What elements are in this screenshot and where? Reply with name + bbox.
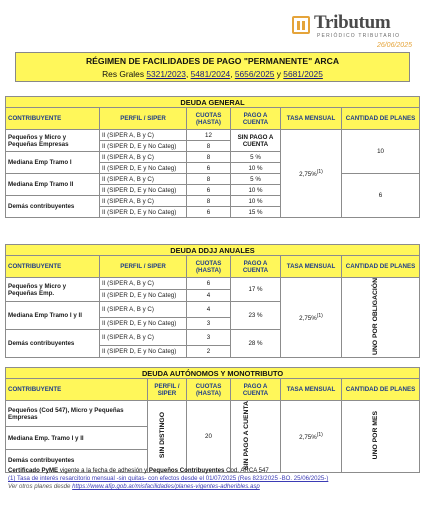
perfil-cell: II (SIPER D, E y No Categ)	[100, 141, 187, 152]
perfil-cell: II (SIPER A, B y C)	[100, 330, 187, 346]
perfil-cell: II (SIPER A, B y C)	[100, 196, 187, 207]
perfil-cell: II (SIPER D, E y No Categ)	[100, 185, 187, 196]
perfil-cell: II (SIPER D, E y No Categ)	[100, 346, 187, 358]
header-pago: PAGO A CUENTA	[231, 379, 281, 401]
tasa-cell: 2,75%$^{(1)}$	[281, 401, 342, 473]
perfil-cell: II (SIPER A, B y C)	[100, 130, 187, 141]
header-pago: PAGO A CUENTA	[231, 108, 281, 130]
perfil-cell: II (SIPER A, B y C)	[100, 152, 187, 163]
pago-cell: 5 %	[231, 152, 281, 163]
header-tasa: TASA MENSUAL	[281, 379, 342, 401]
pago-cell: SIN PAGO A CUENTA	[231, 130, 281, 152]
deuda-general-table	[5, 96, 420, 218]
contribuyente-cell: Mediana Emp Tramo II	[6, 174, 100, 196]
header-cuotas: CUOTAS (HASTA)	[187, 379, 231, 401]
header-planes: CANTIDAD DE PLANES	[342, 256, 420, 278]
header-tasa: TASA MENSUAL	[281, 256, 342, 278]
contribuyente-cell: Pequeños y Micro y Pequeñas Empresas	[6, 130, 100, 152]
table-row	[6, 130, 420, 141]
document-title	[15, 52, 410, 82]
cuotas-cell: 4	[187, 302, 231, 318]
header-contribuyente: CONTRIBUYENTE	[6, 108, 100, 130]
section-title: DEUDA DDJJ ANUALES	[6, 245, 420, 256]
perfil-cell	[148, 401, 187, 473]
section-title: DEUDA GENERAL	[6, 97, 420, 108]
cuotas-cell: 6	[187, 163, 231, 174]
deuda-autonomos-table	[5, 367, 420, 473]
planes-cell: 10	[342, 130, 420, 174]
header-pago: PAGO A CUENTA	[231, 256, 281, 278]
footer-other-plans: Ver otros planes desde https://www.afip.gob.ar/misfacilidades/planes-vigentes-adheribles.asp	[8, 483, 260, 491]
header-tasa: TASA MENSUAL	[281, 108, 342, 130]
pago-cell: 28 %	[231, 330, 281, 358]
section-title: DEUDA AUTÓNOMOS Y MONOTRIBUTO	[6, 368, 420, 379]
cuotas-cell: 8	[187, 174, 231, 185]
footnote-interest-link[interactable]: (1) Tasa de interés resarcitorio mensual -sin quitas- con efectos desde el 01/07/2025 (Res 823/2025 -BO. 25/06/2025-)	[8, 475, 329, 483]
cuotas-cell: 6	[187, 207, 231, 218]
brand-name: Tributum	[314, 12, 391, 33]
perfil-cell: II (SIPER A, B y C)	[100, 174, 187, 185]
tasa-cell: 2,75%$^{(1)}$	[281, 130, 342, 218]
footer-requirements: Certificado PyME vigente a la fecha de adhesión y Pequeños Contribuyentes Cod. ARCA 547	[8, 467, 269, 474]
header-cuotas: CUOTAS (HASTA)	[187, 256, 231, 278]
res-link-5481[interactable]: 5481/2024	[190, 69, 231, 79]
header-cuotas: CUOTAS (HASTA)	[187, 108, 231, 130]
planes-cell: 6	[342, 174, 420, 218]
publication-date: 26/06/2025	[376, 42, 412, 49]
header-perfil: PERFIL / SIPER	[148, 379, 187, 401]
pago-cell: 23 %	[231, 302, 281, 330]
planes-vertical-text: UNO POR MES	[371, 411, 379, 460]
perfil-cell: II (SIPER D, E y No Categ)	[100, 163, 187, 174]
contribuyente-cell: Pequeños (Cod 547), Micro y Pequeñas Empresas	[6, 401, 148, 427]
pago-cell: 17 %	[231, 278, 281, 302]
footnote-marker: (1)	[316, 168, 323, 175]
res-link-5656[interactable]: 5656/2025	[234, 69, 275, 79]
afip-plans-link[interactable]: https://www.afip.gob.ar/misfacilidades/planes-vigentes-adheribles.asp	[72, 483, 260, 491]
perfil-cell: II (SIPER A, B y C)	[100, 278, 187, 290]
footnote-marker: (1)	[316, 431, 323, 438]
brand-logo	[292, 10, 412, 50]
brand-tagline: PERIÓDICO TRIBUTARIO	[317, 33, 401, 39]
header-contribuyente: CONTRIBUYENTE	[6, 379, 148, 401]
contribuyente-cell: Mediana Emp. Tramo I y II	[6, 427, 148, 450]
table-row	[6, 401, 420, 427]
table-row	[6, 278, 420, 290]
deuda-ddjj-table	[5, 244, 420, 358]
resolutions-line: Res Grales 5321/2023, 5481/2024, 5656/2025 y 5681/2025	[102, 69, 323, 79]
cuotas-cell: 12	[187, 130, 231, 141]
pago-cell: 10 %	[231, 185, 281, 196]
cuotas-cell: 8	[187, 196, 231, 207]
pago-cell: 10 %	[231, 163, 281, 174]
contribuyente-cell: Demás contribuyentes	[6, 196, 100, 218]
res-link-5321[interactable]: 5321/2023	[146, 69, 186, 79]
contribuyente-cell: Demás contribuyentes	[6, 330, 100, 358]
logo-icon	[292, 16, 310, 34]
contribuyente-cell: Demás contribuyentes	[6, 450, 148, 473]
cuotas-cell: 6	[187, 185, 231, 196]
pago-cell: 10 %	[231, 196, 281, 207]
res-link-5681[interactable]: 5681/2025	[283, 69, 323, 79]
tasa-cell: 2,75%$^{(1)}$	[281, 278, 342, 358]
contribuyente-cell: Mediana Emp Tramo I	[6, 152, 100, 174]
cuotas-cell: 2	[187, 346, 231, 358]
header-planes: CANTIDAD DE PLANES	[342, 379, 420, 401]
planes-cell	[342, 278, 420, 358]
cuotas-cell: 8	[187, 152, 231, 163]
perfil-cell: II (SIPER D, E y No Categ)	[100, 207, 187, 218]
header-contribuyente: CONTRIBUYENTE	[6, 256, 100, 278]
planes-cell	[342, 401, 420, 473]
contribuyente-cell: Pequeños y Micro y Pequeñas Emp.	[6, 278, 100, 302]
footer-notes	[8, 467, 418, 491]
cuotas-cell: 3	[187, 318, 231, 330]
contribuyente-cell: Mediana Emp Tramo I y II	[6, 302, 100, 330]
header-planes: CANTIDAD DE PLANES	[342, 108, 420, 130]
perfil-vertical-text: SIN DISTINGO	[159, 412, 166, 459]
cuotas-cell: 4	[187, 290, 231, 302]
footnote-marker: (1)	[316, 312, 323, 319]
cuotas-cell: 20	[187, 401, 231, 473]
perfil-cell: II (SIPER A, B y C)	[100, 302, 187, 318]
table-row	[6, 174, 420, 185]
cuotas-cell: 8	[187, 141, 231, 152]
pago-cell	[231, 401, 281, 473]
header-perfil: PERFIL / SIPER	[100, 256, 187, 278]
cuotas-cell: 6	[187, 278, 231, 290]
pago-cell: 5 %	[231, 174, 281, 185]
perfil-cell: II (SIPER D, E y No Categ)	[100, 318, 187, 330]
perfil-cell: II (SIPER D, E y No Categ)	[100, 290, 187, 302]
pago-cell: 15 %	[231, 207, 281, 218]
pago-vertical-text: SIN PAGO A CUENTA	[242, 401, 250, 470]
cuotas-cell: 3	[187, 330, 231, 346]
title-line: RÉGIMEN DE FACILIDADES DE PAGO "PERMANENTE" ARCA	[85, 56, 340, 66]
header-perfil: PERFIL / SIPER	[100, 108, 187, 130]
planes-vertical-text: UNO POR OBLIGACIÓN	[371, 278, 379, 356]
